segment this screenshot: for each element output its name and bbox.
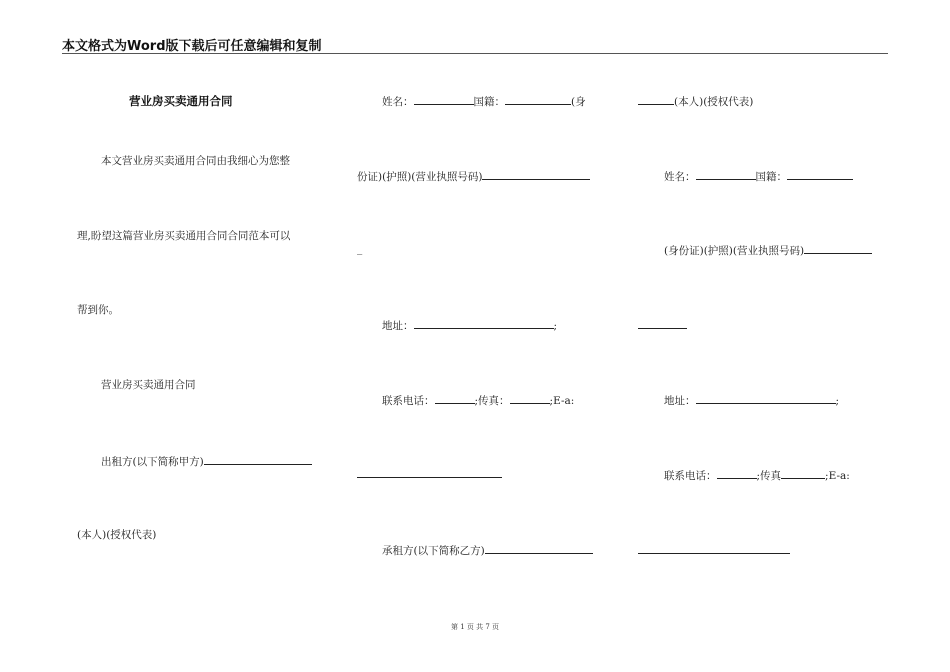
address-line <box>664 393 839 407</box>
contact-line <box>382 393 574 407</box>
blank-line <box>505 94 571 105</box>
nationality-label: 国籍： <box>755 171 787 183</box>
name-label: 姓名： <box>382 96 414 108</box>
blank-line <box>357 477 502 478</box>
document-title: 营业房买卖通用合同 <box>129 94 233 108</box>
underscore-mark: _ <box>357 243 363 255</box>
header-text: 本文格式为Word版下载后可任意编辑和复制 <box>62 39 322 54</box>
semicolon: ; <box>553 320 558 332</box>
blank-line <box>414 318 554 329</box>
semicolon: ; <box>835 395 840 407</box>
blank-line <box>696 169 756 180</box>
address-label: 地址： <box>382 320 414 332</box>
blank-line <box>414 94 474 105</box>
section-heading: 营业房买卖通用合同 <box>101 379 196 391</box>
blank-line <box>482 169 590 180</box>
contact-line <box>664 468 850 482</box>
phone-label: 联系电话： <box>382 395 435 407</box>
blank-line <box>485 543 593 554</box>
name-label: 姓名： <box>664 171 696 183</box>
paragraph-line: 理,盼望这篇营业房买卖通用合同合同范本可以 <box>77 230 291 242</box>
name-nationality-line <box>382 94 586 108</box>
fax-label: ;传真 <box>756 470 782 482</box>
blank-line <box>435 393 475 404</box>
blank-line <box>638 553 790 554</box>
paragraph-line: 本文营业房买卖通用合同由我细心为您整 <box>101 155 290 167</box>
fax-label: ;传真： <box>474 395 510 407</box>
blank-line <box>638 328 687 329</box>
lessee-line <box>382 543 593 557</box>
blank-line <box>510 393 550 404</box>
representative-line <box>638 94 753 108</box>
page-footer <box>0 622 950 632</box>
blank-line <box>638 94 674 105</box>
page-number: 第 1 页 共 7 页 <box>450 623 500 631</box>
lessee-label: 承租方(以下简称乙方) <box>382 545 485 557</box>
paragraph-line: 帮到你。 <box>77 304 119 316</box>
blank-line <box>787 169 853 180</box>
lessor-label: 出租方(以下简称甲方) <box>101 456 204 468</box>
nationality-label: 国籍： <box>473 96 505 108</box>
address-label: 地址： <box>664 395 696 407</box>
id-label: (身份证)(护照)(营业执照号码) <box>664 245 805 257</box>
blank-line <box>804 243 872 254</box>
address-line <box>382 318 557 332</box>
id-label-start: (身 <box>571 96 586 108</box>
phone-label: 联系电话： <box>664 470 717 482</box>
id-number-line <box>664 243 872 257</box>
representative-line: (本人)(授权代表) <box>77 529 157 541</box>
blank-line <box>781 468 825 479</box>
id-label: 份证)(护照)(营业执照号码) <box>357 171 483 183</box>
email-label: ;E-a: <box>549 395 575 407</box>
blank-line <box>717 468 757 479</box>
id-number-line <box>357 169 590 183</box>
name-nationality-line <box>664 169 853 183</box>
blank-line <box>696 393 836 404</box>
representative-label: (本人)(授权代表) <box>674 96 754 108</box>
email-label: ;E-a: <box>825 470 850 482</box>
